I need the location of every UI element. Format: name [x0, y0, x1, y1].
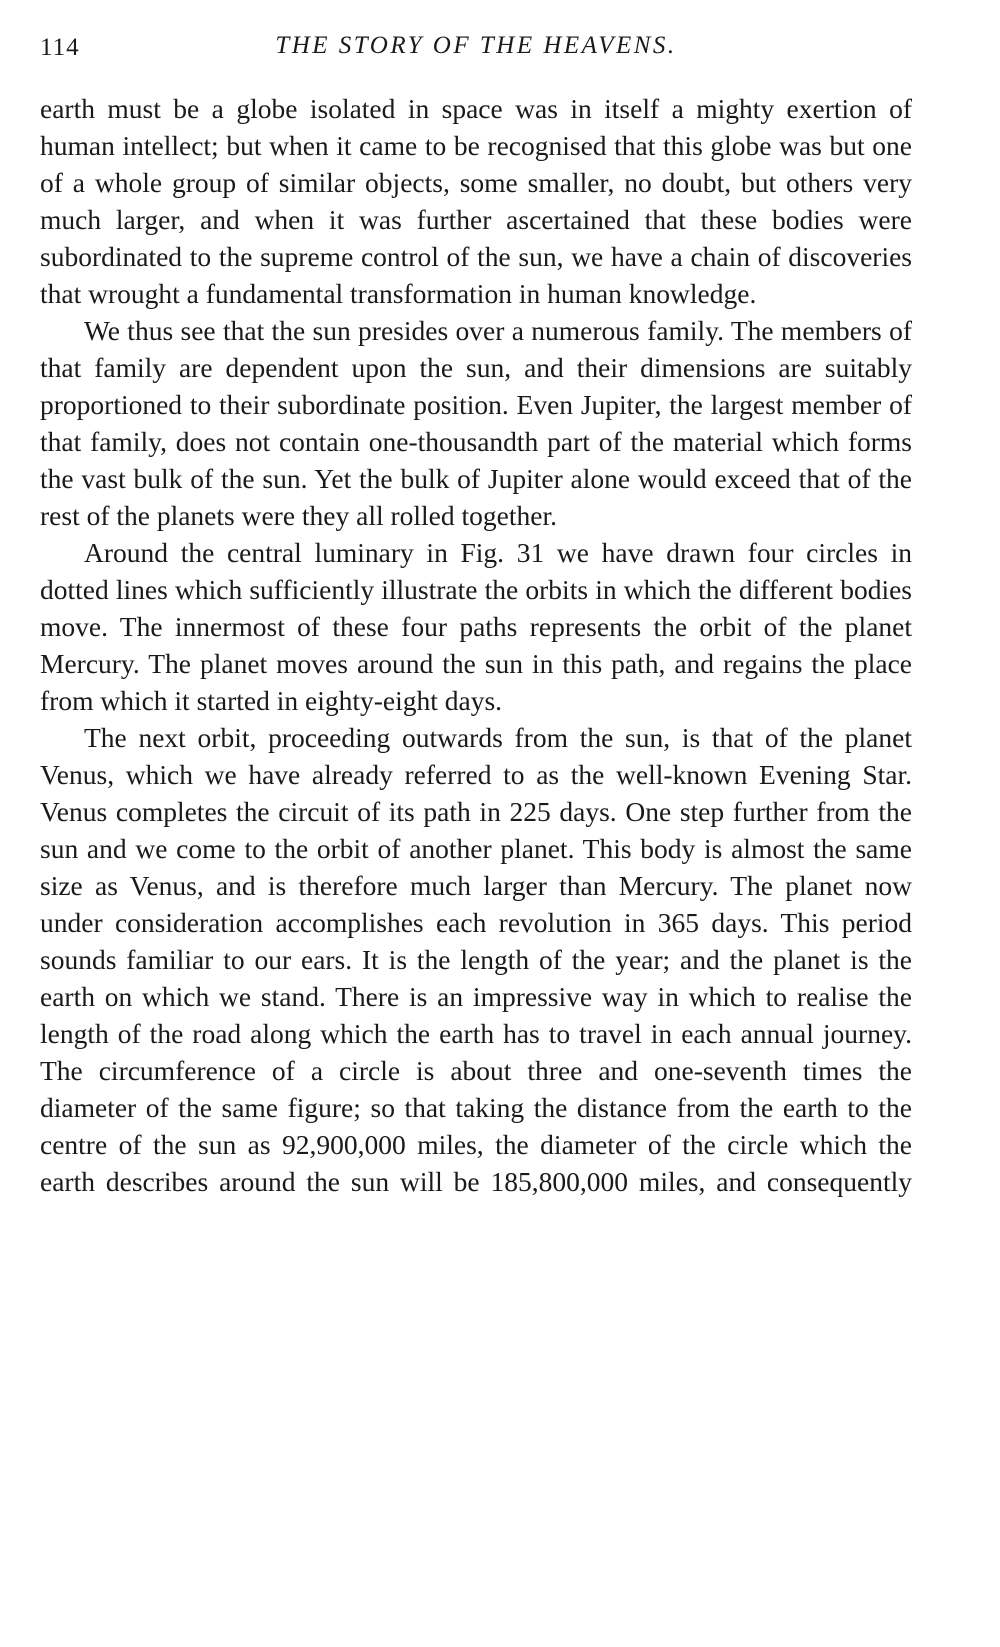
running-title: THE STORY OF THE HEAVENS. [275, 32, 677, 59]
book-page [40, 28, 912, 1200]
paragraph-2: We thus see that the sun presides over a numerous family. The members of that family are dependent upon the sun, and their dimensions are suitably proportioned to their subordinate position. Even Jupiter, the largest member of that family, does not contain one-thousandth part of the material which forms the vast bulk of the sun. Yet the bulk of Jupiter alone would exceed that of the rest of the planets were they all rolled together. [40, 315, 912, 531]
page-header [40, 28, 912, 68]
paragraph-1: earth must be a globe isolated in space was in itself a mighty exertion of human intellect; but when it came to be recognised that this globe was but one of a whole group of similar objects, some smaller, no doubt, but others very much larger, and when it was further ascertained that these bodies were subordinated to the supreme control of the sun, we have a chain of discoveries that wrought a fundamental transformation in human knowledge. [40, 93, 912, 309]
page-number: 114 [40, 34, 80, 61]
paragraph-3: Around the central luminary in Fig. 31 we have drawn four circles in dotted lines which sufficiently illustrate the orbits in which the different bodies move. The innermost of these four paths represents the orbit of the planet Mercury. The planet moves around the sun in this path, and regains the place from which it started in eighty-eight days. [40, 537, 912, 716]
paragraph-4: The next orbit, proceeding outwards from the sun, is that of the planet Venus, which we have already referred to as the well-known Evening Star. Venus completes the circuit of its path in 225 days. One step further from the sun and we come to the orbit of another planet. This body is almost the same size as Venus, and is therefore much larger than Mercury. The planet now under consideration accomplishes each revolution in 365 days. This period sounds familiar to our ears. It is the length of the year; and the planet is the earth on which we stand. There is an impressive way in which to realise the length of the road along which the earth has to travel in each annual journey. The circumference of a circle is about three and one-seventh times the diameter of the same figure; so that taking the distance from the earth to the centre of the sun as 92,900,000 miles, the diameter of the circle which the earth describes around the sun will be 185,800,000 miles, and consequently [40, 722, 912, 1197]
